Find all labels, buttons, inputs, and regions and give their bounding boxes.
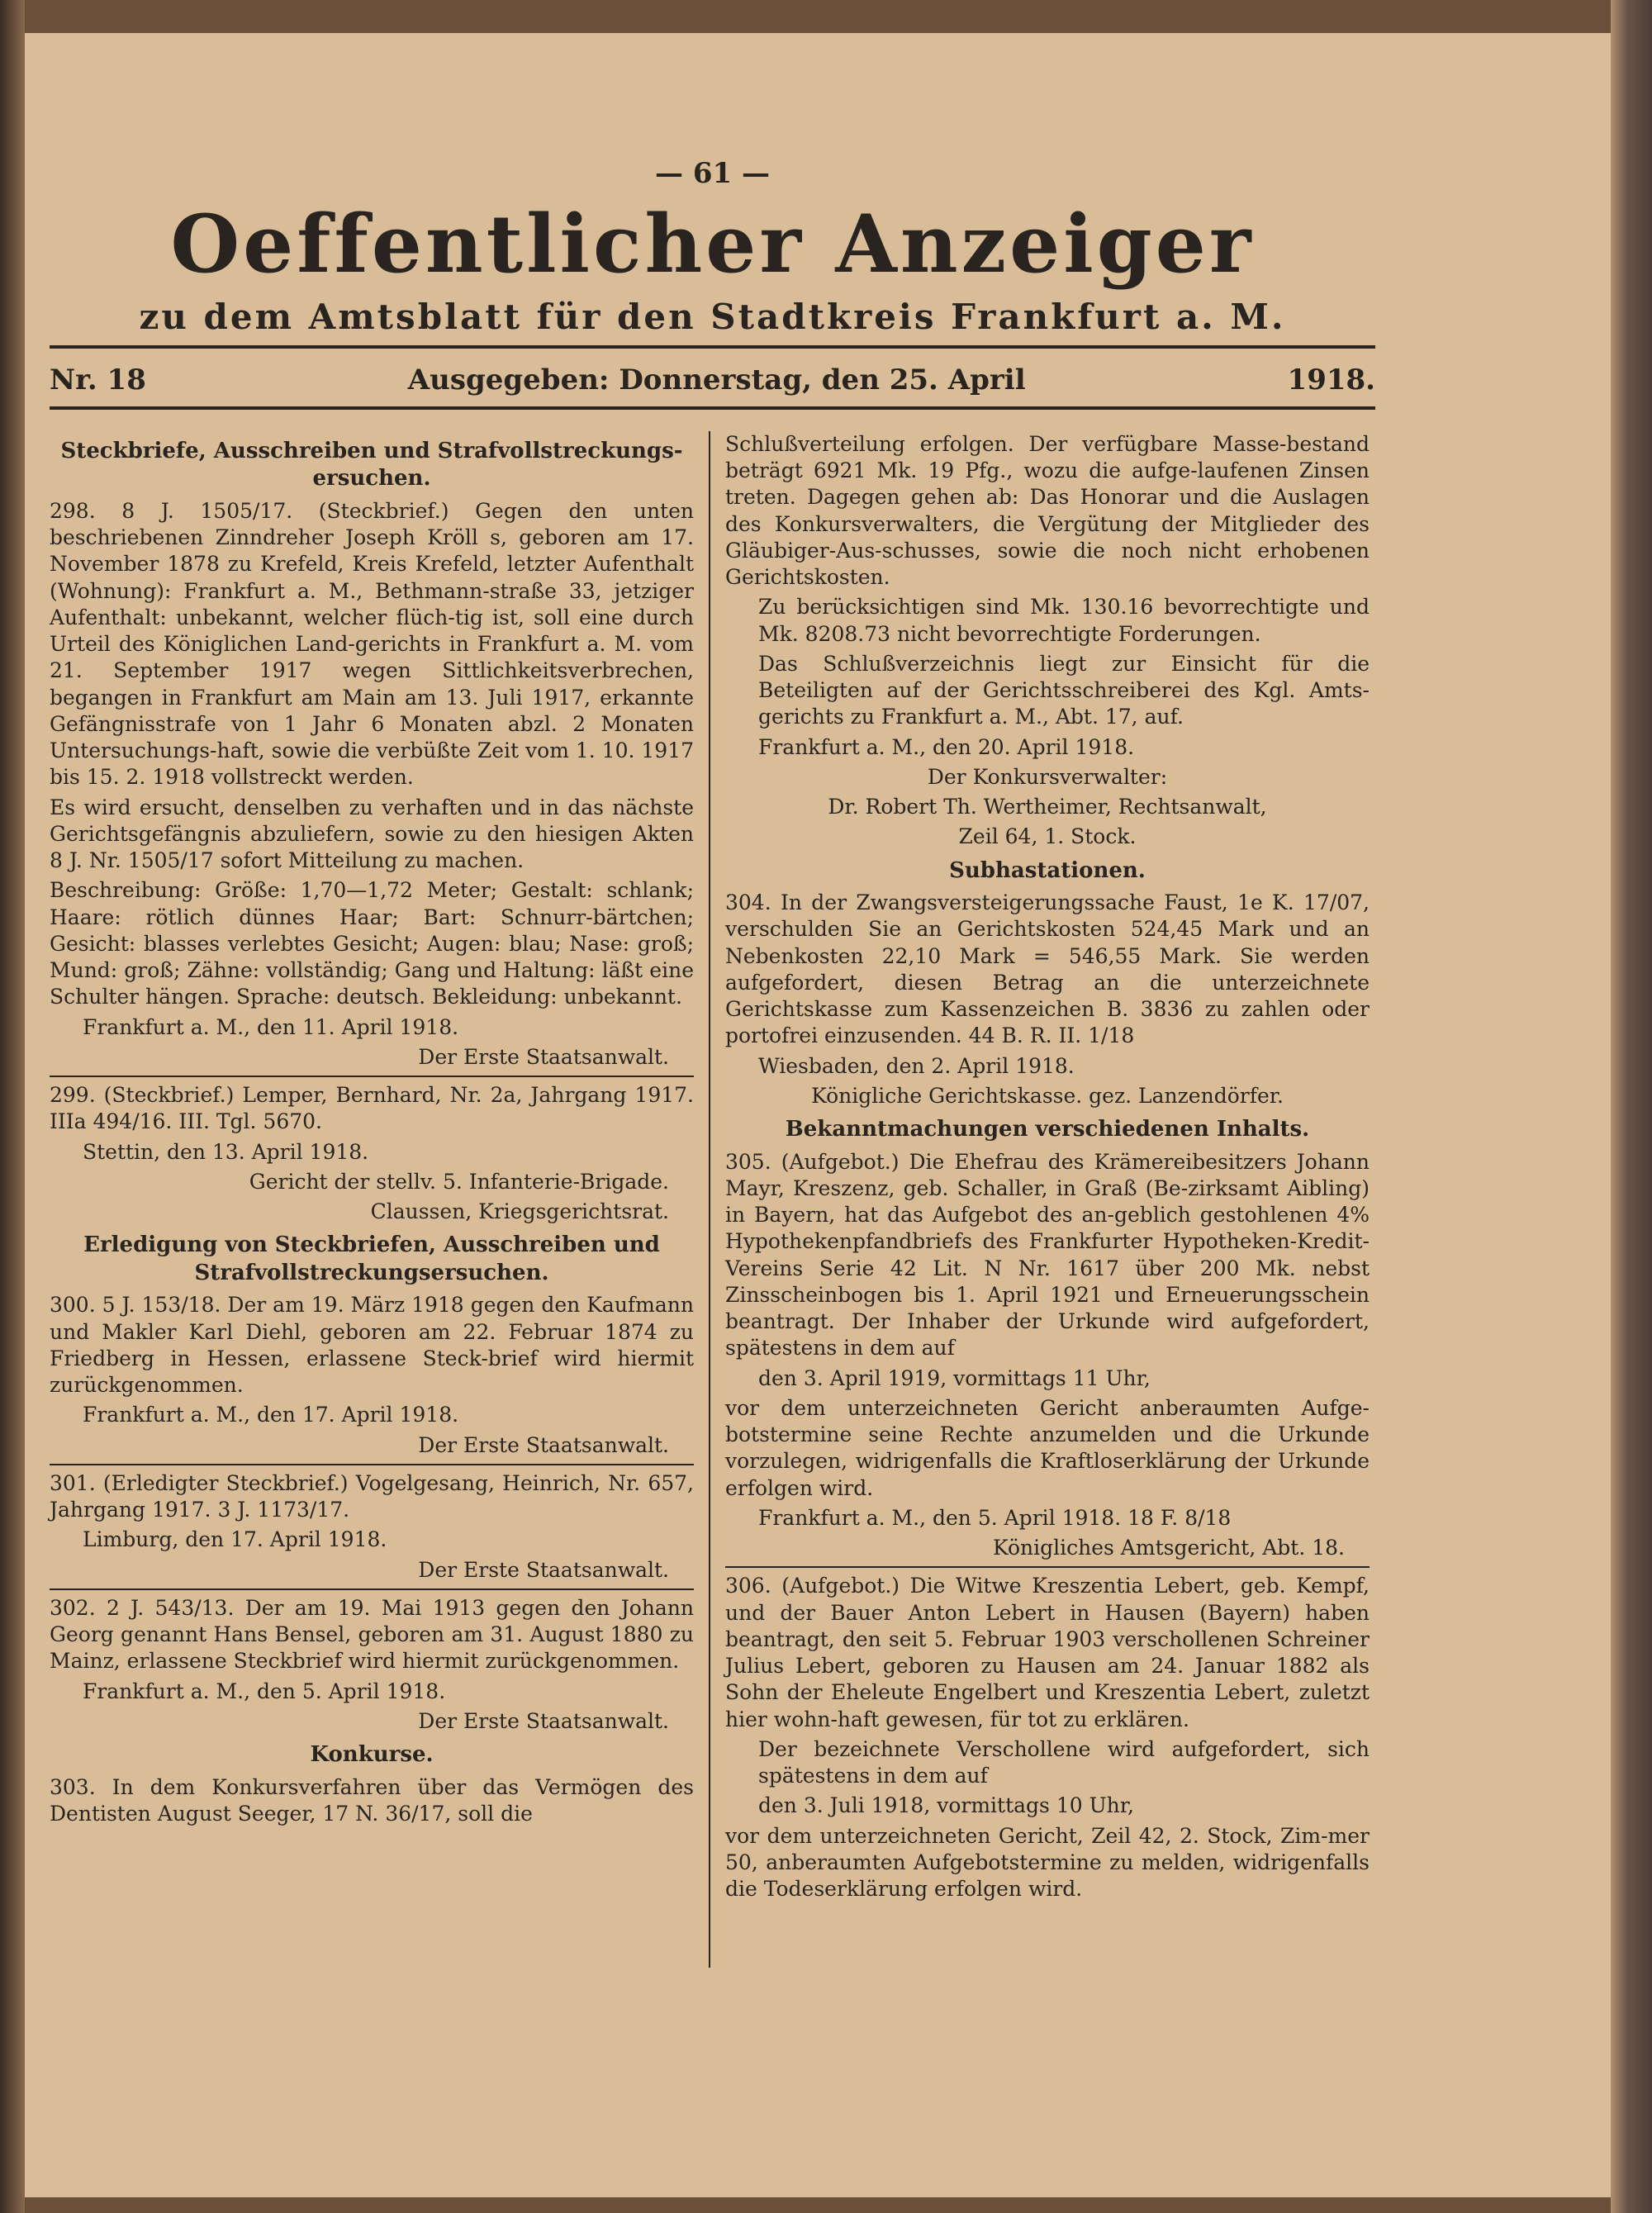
masthead-title: Oeffentlicher Anzeiger (170, 197, 1255, 291)
newspaper-page (25, 33, 1611, 2197)
notice-298-signature: Der Erste Staatsanwalt. (418, 1044, 669, 1069)
notice-298-place: Frankfurt a. M., den 11. April 1918. (83, 1014, 459, 1039)
article-columns (50, 431, 1375, 1968)
notice-306: 306. (Aufgebot.) Die Witwe Kreszentia Lebert, geb. Kempf, und der Bauer Anton Lebert in Hausen (Bayern) haben beantragt, den seit 5. Februar 1903 verschollenen Schreiner Julius Lebert, geboren zu Hausen am 24. Januar 1882 als Sohn der Eheleute Engelbert und Kreszentia Lebert, zuletzt hier wohn-haft gewesen, für tot zu erklären. (725, 1574, 1370, 1731)
masthead-subtitle: zu dem Amtsblatt für den Stadtkreis Frankfurt a. M. (139, 296, 1286, 337)
header-rule-bottom (50, 406, 1375, 410)
book-binding-right (1611, 0, 1652, 2213)
notice-306-date: den 3. Juli 1918, vormittags 10 Uhr, (758, 1793, 1134, 1818)
notice-302-place: Frankfurt a. M., den 5. April 1918. (83, 1679, 446, 1703)
issue-date: Ausgegeben: Donnerstag, den 25. April (407, 363, 1026, 397)
notice-298: 298. 8 J. 1505/17. (Steckbrief.) Gegen den unten beschriebenen Zinndreher Joseph Kröll s, geboren am 17. November 1878 zu Krefeld, Kreis Krefeld, letzter Aufenthalt (Wohnung): Frankfurt a. M., Bethmann-straße 33, jetziger Aufenthalt: unbekannt, welcher flüch-tig ist, soll eine durch Urteil des Königlichen Land-gerichts in Frankfurt a. M. vom 21. September 1917 wegen Sittlichkeitsverbrechen, begangen in Frankfurt am Main am 13. Juli 1917, erkannte Gefängnisstrafe von 1 Jahr 6 Monaten abzl. 2 Monaten Untersuchungs-haft, sowie die verbüßte Zeit vom 1. 10. 1917 bis 15. 2. 1918 vollstreckt werden. (50, 498, 695, 790)
notice-300: 300. 5 J. 153/18. Der am 19. März 1918 gegen den Kaufmann und Makler Karl Diehl, geboren am 22. Februar 1874 zu Friedberg in Hessen, erlassene Steck-brief wird hiermit zurückgenommen. (50, 1293, 694, 1398)
notice-305: 305. (Aufgebot.) Die Ehefrau des Krämereibesitzers Johann Mayr, Kreszenz, geb. Schaller, in Graß (Be-zirksamt Aibling) in Bayern, hat das Aufgebot des an-geblich gestohlenen 4% Hypothekenpfandbriefs des Frankfurter Hypotheken-Kredit-Vereins Serie 42 Lit. N Nr. 1617 über 200 Mk. nebst Zinsscheinbogen bis 1. April 1921 und Erneuerungsschein beantragt. Der Inhaber der Urkunde wird aufgefordert, spätestens in dem auf (725, 1149, 1370, 1361)
notice-299-place: Stettin, den 13. April 1918. (83, 1139, 369, 1164)
left-column (50, 431, 702, 1968)
notice-305-date: den 3. April 1919, vormittags 11 Uhr, (758, 1365, 1151, 1390)
book-binding-left (0, 0, 25, 2213)
notice-300-signature: Der Erste Staatsanwalt. (418, 1432, 669, 1457)
notice-304: 304. In der Zwangsversteigerungssache Faust, 1e K. 17/07, verschulden Sie an Gerichtskosten 524,45 Mark und an Nebenkosten 22,10 Mark = 546,55 Mark. Sie werden aufgefordert, diesen Betrag an die unterzeichnete Gerichtskasse zum Kassenzeichen B. 3836 zu zahlen oder portofrei einzusenden. 44 B. R. II. 1/18 (725, 890, 1370, 1048)
notice-301-place: Limburg, den 17. April 1918. (83, 1527, 387, 1552)
notice-304-signature: Königliche Gerichtskasse. gez. Lanzendörfer. (811, 1083, 1284, 1108)
page-number: — 61 — (655, 157, 770, 190)
notice-305-signature: Königliches Amtsgericht, Abt. 18. (992, 1536, 1345, 1560)
column-divider (709, 431, 710, 1968)
divider (50, 1464, 694, 1465)
divider (50, 1076, 694, 1077)
notice-302: 302. 2 J. 543/13. Der am 19. Mai 1913 gegen den Johann Georg genannt Hans Bensel, geboren am 31. August 1880 zu Mainz, erlassene Steckbrief wird hiermit zurückgenommen. (50, 1595, 694, 1674)
section-heading-konkurse: Konkurse. (310, 1742, 434, 1768)
notice-303-schedule: Das Schlußverzeichnis liegt zur Einsicht für die Beteiligten auf der Gerichtsschreiberei des Kgl. Amts-gerichts zu Frankfurt a. M., Abt. 17, auf. (758, 651, 1370, 729)
notice-303: 303. In dem Konkursverfahren über das Vermögen des Dentisten August Seeger, 17 N. 36/17, soll die (50, 1774, 694, 1826)
issue-number: Nr. 18 (50, 363, 146, 397)
issue-bar (50, 357, 1375, 398)
notice-299: 299. (Steckbrief.) Lemper, Bernhard, Nr. 2a, Jahrgang 1917. IIIa 494/16. III. Tgl. 5670. (50, 1083, 694, 1134)
divider (725, 1566, 1370, 1568)
notice-299-signature-1: Gericht der stellv. 5. Infanterie-Brigade. (249, 1169, 669, 1194)
notice-301: 301. (Erledigter Steckbrief.) Vogelgesang, Heinrich, Nr. 657, Jahrgang 1917. 3 J. 1173/17. (50, 1470, 694, 1522)
section-heading-steckbriefe: Steckbriefe, Ausschreiben und Strafvollstreckungs-ersuchen. (60, 438, 683, 492)
section-heading-bekanntmachungen: Bekanntmachungen verschiedenen Inhalts. (785, 1117, 1310, 1142)
notice-306-request: Der bezeichnete Verschollene wird aufgefordert, sich spätestens in dem auf (758, 1736, 1370, 1788)
notice-303-signature-1: Der Konkursverwalter: (927, 764, 1168, 789)
notice-301-signature: Der Erste Staatsanwalt. (418, 1557, 669, 1582)
notice-302-signature: Der Erste Staatsanwalt. (418, 1708, 669, 1733)
issue-year: 1918. (1287, 363, 1375, 397)
notice-299-signature-2: Claussen, Kriegsgerichtsrat. (370, 1199, 669, 1224)
notice-300-place: Frankfurt a. M., den 17. April 1918. (83, 1403, 459, 1427)
notice-298-request: Es wird ersucht, denselben zu verhaften und in das nächste Gerichtsgefängnis abzuliefern, sowie zu den hiesigen Akten 8 J. Nr. 1505/17 sofort Mitteilung zu machen. (50, 795, 694, 873)
notice-305-place: Frankfurt a. M., den 5. April 1918. 18 F. 8/18 (758, 1505, 1232, 1530)
notice-305-continued: vor dem unterzeichneten Gericht anberaumten Aufge-botstermine seine Rechte anzumelden und die Urkunde vorzulegen, widrigenfalls die Kraftloserklärung der Urkunde erfolgen wird. (725, 1395, 1370, 1500)
page-content (50, 157, 1375, 1968)
header-rule-top (50, 345, 1375, 349)
notice-298-description: Beschreibung: Größe: 1,70—1,72 Meter; Gestalt: schlank; Haare: rötlich dünnes Haar; Bart: Schnurr-bärtchen; Gesicht: blasses verlebtes Gesicht; Augen: blau; Nase: groß; Mund: groß; Zähne: vollständig; Gang und Haltung: läßt eine Schulter hängen. Sprache: deutsch. Bekleidung: unbekannt. (50, 878, 694, 1009)
notice-306-continued: vor dem unterzeichneten Gericht, Zeil 42, 2. Stock, Zim-mer 50, anberaumten Aufgebotstermine zu melden, widrigenfalls die Todeserklärung erfolgen wird. (725, 1823, 1370, 1902)
notice-303-place: Frankfurt a. M., den 20. April 1918. (758, 734, 1135, 759)
section-heading-erledigung: Erledigung von Steckbriefen, Ausschreiben und Strafvollstreckungsersuchen. (83, 1232, 660, 1285)
notice-304-place: Wiesbaden, den 2. April 1918. (758, 1053, 1075, 1078)
notice-303-claims: Zu berücksichtigen sind Mk. 130.16 bevorrechtigte und Mk. 8208.73 nicht bevorrechtigte Forderungen. (758, 595, 1370, 646)
notice-303-continued: Schlußverteilung erfolgen. Der verfügbare Masse-bestand beträgt 6921 Mk. 19 Pfg., wozu die aufge-laufenen Zinsen treten. Dagegen gehen ab: Das Honorar und die Auslagen des Konkursverwalters, die Vergütung der Mitglieder des Gläubiger-Aus-schusses, sowie die noch nicht erhobenen Gerichtskosten. (725, 431, 1370, 590)
notice-303-signature-3: Zeil 64, 1. Stock. (958, 824, 1137, 849)
right-column (717, 431, 1370, 1968)
section-heading-subhastationen: Subhastationen. (949, 857, 1146, 883)
notice-303-signature-2: Dr. Robert Th. Wertheimer, Rechtsanwalt, (828, 795, 1267, 819)
divider (50, 1589, 694, 1590)
